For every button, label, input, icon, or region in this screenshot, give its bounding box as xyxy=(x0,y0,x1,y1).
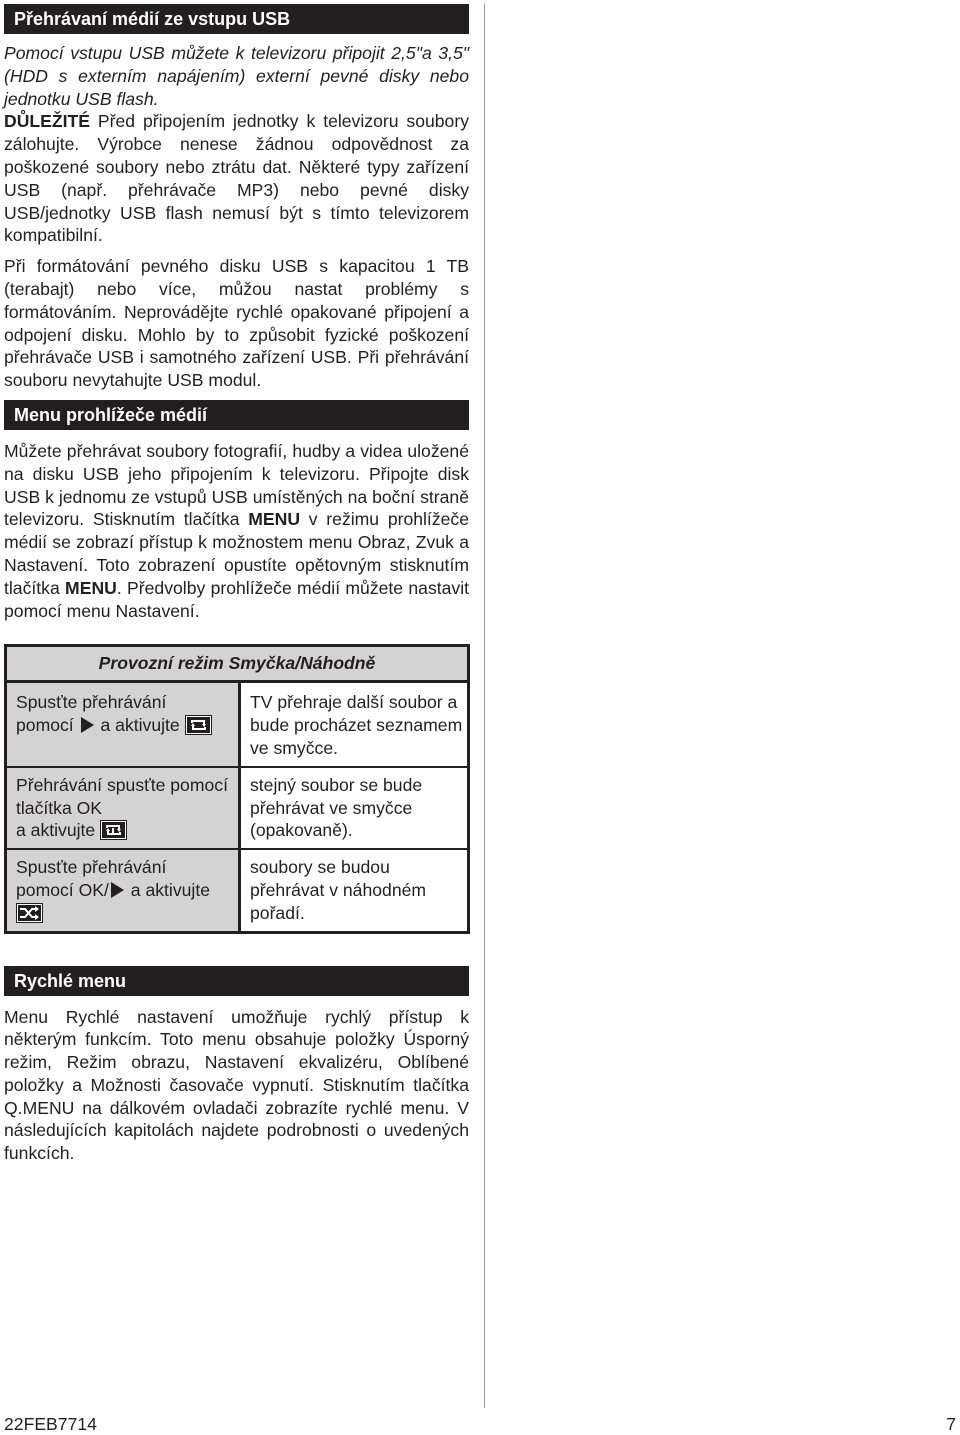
media-browser-paragraph xyxy=(4,440,469,622)
column-divider xyxy=(484,4,485,1408)
table-header-row xyxy=(6,646,469,682)
table-cell-instruction: Spusťte přehrávání pomocí OK/ a aktivujte xyxy=(6,849,240,932)
section-heading-quick-menu: Rychlé menu xyxy=(4,966,469,996)
table-header: Provozní režim Smyčka/Náhodně xyxy=(6,646,469,682)
table-row xyxy=(6,682,469,767)
page-number: 7 xyxy=(946,1414,956,1434)
repeat-all-icon xyxy=(185,715,212,735)
repeat-one-icon xyxy=(100,820,127,840)
browser-text-c: . Předvolby prohlížeče médií můžete nastavit pomocí menu Nastavení. xyxy=(4,577,470,621)
table-cell-result: TV přehraje další soubor a bude procházet seznamem ve smyčce. xyxy=(240,682,469,767)
section-heading-usb: Přehrávaní médií ze vstupu USB xyxy=(4,4,469,34)
menu-key-label: MENU xyxy=(248,509,301,530)
menu-key-label: MENU xyxy=(65,577,117,598)
quick-menu-paragraph: Menu Rychlé nastavení umožňuje rychlý přístup k některým funkcím. Toto menu obsahuje položky Úsporný režim, Režim obrazu, Nastavení ekvalizéru, Oblíbené položky a Možnosti časovače vypnutí. Stisknutím tlačítka Q.MENU na dálkovém ovladači zobrazíte rychlé menu. V následujících kapitolách najdete podrobnosti o uvedených funkcích. xyxy=(4,1006,469,1164)
table-cell-instruction: Přehrávání spusťte pomocí tlačítka OK a aktivujte xyxy=(6,767,240,849)
shuffle-icon xyxy=(16,903,43,923)
section-heading-media-browser: Menu prohlížeče médií xyxy=(4,400,469,430)
browser-text-a: Můžete přehrávat soubory fotografií, hudby a videa uložené na disku USB jeho připojením k televizoru. Připojte disk USB k jednomu ze vstupů USB umístěných na boční straně televizoru. Stisknutím tlačítka xyxy=(4,440,469,530)
table-cell-result: stejný soubor se bude přehrávat ve smyčce (opakovaně). xyxy=(240,767,469,849)
table-row xyxy=(6,849,469,932)
table-cell-result: soubory se budou přehrávat v náhodném pořadí. xyxy=(240,849,469,932)
left-column xyxy=(4,4,469,1165)
play-mode-table xyxy=(4,644,470,933)
important-label: DŮLEŽITÉ xyxy=(4,111,91,132)
table-row xyxy=(6,767,469,849)
table-cell-instruction: Spusťte přehrávání pomocí a aktivujte xyxy=(6,682,240,767)
usb-intro-paragraph: Pomocí vstupu USB můžete k televizoru připojit 2,5"a 3,5" (HDD s externím napájením) externí pevné disky nebo jednotku USB flash. xyxy=(4,43,469,109)
usb-format-paragraph: Při formátování pevného disku USB s kapacitou 1 TB (terabajt) nebo více, můžou nastat problémy s formátováním. Neprovádějte rychlé opakované připojení a odpojení disku. Mohlo by to způsobit fyzické poškození přehrávače USB i samotného zařízení USB. Při přehrávání souboru nevytahujte USB modul. xyxy=(4,256,469,391)
important-text: Před připojením jednotky k televizoru soubory zálohujte. Výrobce nenese žádnou odpovědnost za poškozené soubory nebo ztrátu dat. Některé typy zařízení USB (např. přehrávače MP3) nebo pevné disky USB/jednotky USB flash nemusí být s tímto televizorem kompatibilní. xyxy=(4,111,469,246)
model-number: 22FEB7714 xyxy=(4,1414,97,1434)
play-icon xyxy=(111,882,124,898)
usb-important-paragraph xyxy=(4,110,469,247)
browser-text-b: v režimu prohlížeče médií se zobrazí přístup k možnostem menu Obraz, Zvuk a Nastavení. Toto zobrazení opustíte opětovným stisknutím tlačítka xyxy=(4,509,469,598)
play-icon xyxy=(81,717,94,733)
